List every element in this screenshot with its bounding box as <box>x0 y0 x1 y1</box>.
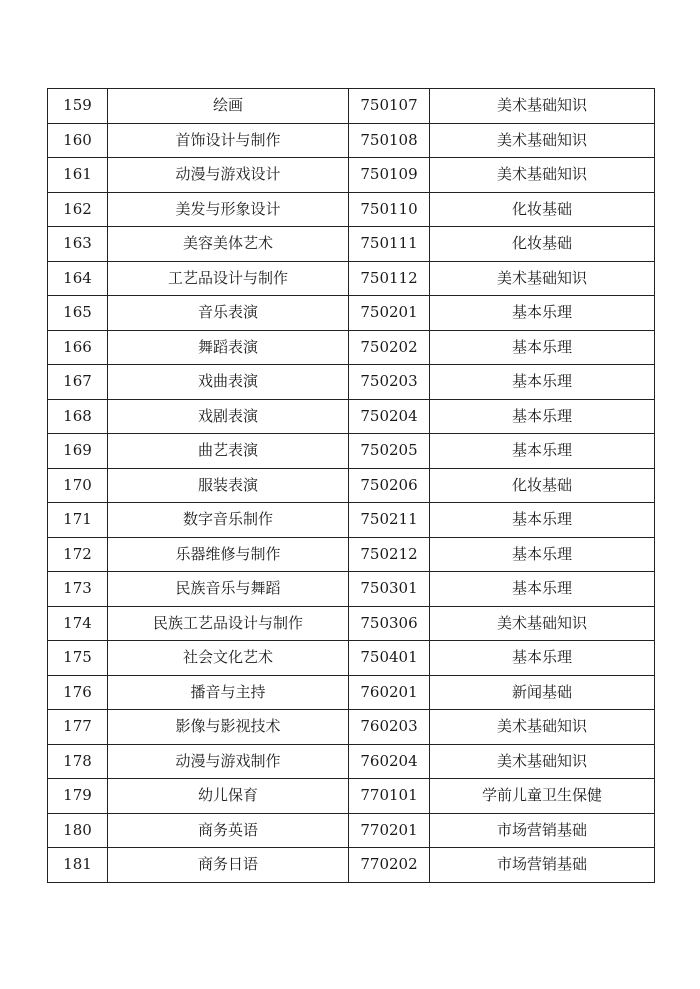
table-row <box>48 365 655 400</box>
table-row <box>48 330 655 365</box>
row-number: 170 <box>48 468 108 503</box>
exam-course: 美术基础知识 <box>430 158 655 193</box>
row-number: 159 <box>48 89 108 124</box>
exam-course: 美术基础知识 <box>430 744 655 779</box>
major-name: 社会文化艺术 <box>108 641 349 676</box>
row-number: 174 <box>48 606 108 641</box>
table-row <box>48 744 655 779</box>
major-name: 舞蹈表演 <box>108 330 349 365</box>
table-row <box>48 710 655 745</box>
exam-course: 基本乐理 <box>430 365 655 400</box>
table-row <box>48 503 655 538</box>
table-row <box>48 192 655 227</box>
major-code: 750109 <box>349 158 430 193</box>
major-code: 750212 <box>349 537 430 572</box>
row-number: 172 <box>48 537 108 572</box>
exam-course: 基本乐理 <box>430 434 655 469</box>
table-row <box>48 813 655 848</box>
table-row <box>48 399 655 434</box>
major-name: 美容美体艺术 <box>108 227 349 262</box>
major-name: 首饰设计与制作 <box>108 123 349 158</box>
exam-course: 市场营销基础 <box>430 813 655 848</box>
row-number: 164 <box>48 261 108 296</box>
table-row <box>48 123 655 158</box>
major-name: 影像与影视技术 <box>108 710 349 745</box>
exam-course: 市场营销基础 <box>430 848 655 883</box>
exam-course: 化妆基础 <box>430 468 655 503</box>
table-row <box>48 675 655 710</box>
major-code: 750110 <box>349 192 430 227</box>
major-code: 750202 <box>349 330 430 365</box>
major-code: 750211 <box>349 503 430 538</box>
major-name: 戏剧表演 <box>108 399 349 434</box>
exam-course: 美术基础知识 <box>430 606 655 641</box>
major-name: 播音与主持 <box>108 675 349 710</box>
table-row <box>48 296 655 331</box>
major-name: 美发与形象设计 <box>108 192 349 227</box>
major-code: 750201 <box>349 296 430 331</box>
row-number: 179 <box>48 779 108 814</box>
table-row <box>48 848 655 883</box>
row-number: 171 <box>48 503 108 538</box>
row-number: 178 <box>48 744 108 779</box>
row-number: 161 <box>48 158 108 193</box>
major-name: 绘画 <box>108 89 349 124</box>
exam-course: 基本乐理 <box>430 572 655 607</box>
major-name: 乐器维修与制作 <box>108 537 349 572</box>
row-number: 165 <box>48 296 108 331</box>
table-row <box>48 606 655 641</box>
major-code: 750206 <box>349 468 430 503</box>
major-code: 760203 <box>349 710 430 745</box>
row-number: 169 <box>48 434 108 469</box>
table-row <box>48 572 655 607</box>
major-code: 750108 <box>349 123 430 158</box>
major-code: 750205 <box>349 434 430 469</box>
table-row <box>48 434 655 469</box>
major-name: 民族音乐与舞蹈 <box>108 572 349 607</box>
major-code: 750203 <box>349 365 430 400</box>
exam-course: 基本乐理 <box>430 399 655 434</box>
table-row <box>48 261 655 296</box>
major-name: 数字音乐制作 <box>108 503 349 538</box>
major-code: 750107 <box>349 89 430 124</box>
major-name: 音乐表演 <box>108 296 349 331</box>
exam-course: 美术基础知识 <box>430 710 655 745</box>
major-code: 750111 <box>349 227 430 262</box>
exam-course: 美术基础知识 <box>430 89 655 124</box>
major-name: 动漫与游戏制作 <box>108 744 349 779</box>
major-name: 服装表演 <box>108 468 349 503</box>
table-row <box>48 779 655 814</box>
major-name: 曲艺表演 <box>108 434 349 469</box>
row-number: 173 <box>48 572 108 607</box>
table-row <box>48 468 655 503</box>
major-code: 750306 <box>349 606 430 641</box>
major-code: 750204 <box>349 399 430 434</box>
major-name: 商务日语 <box>108 848 349 883</box>
major-name: 民族工艺品设计与制作 <box>108 606 349 641</box>
row-number: 168 <box>48 399 108 434</box>
row-number: 162 <box>48 192 108 227</box>
major-code: 750112 <box>349 261 430 296</box>
table-row <box>48 641 655 676</box>
table-row <box>48 537 655 572</box>
major-name: 幼儿保育 <box>108 779 349 814</box>
row-number: 176 <box>48 675 108 710</box>
row-number: 175 <box>48 641 108 676</box>
major-code: 750401 <box>349 641 430 676</box>
row-number: 181 <box>48 848 108 883</box>
exam-course: 化妆基础 <box>430 192 655 227</box>
row-number: 163 <box>48 227 108 262</box>
major-name: 商务英语 <box>108 813 349 848</box>
row-number: 167 <box>48 365 108 400</box>
exam-course: 基本乐理 <box>430 641 655 676</box>
row-number: 180 <box>48 813 108 848</box>
exam-course: 化妆基础 <box>430 227 655 262</box>
exam-course: 美术基础知识 <box>430 261 655 296</box>
table-row <box>48 89 655 124</box>
majors-table <box>47 88 655 883</box>
major-code: 760201 <box>349 675 430 710</box>
exam-course: 基本乐理 <box>430 537 655 572</box>
row-number: 177 <box>48 710 108 745</box>
exam-course: 基本乐理 <box>430 296 655 331</box>
exam-course: 新闻基础 <box>430 675 655 710</box>
major-code: 760204 <box>349 744 430 779</box>
exam-course: 美术基础知识 <box>430 123 655 158</box>
majors-table-body <box>48 89 655 883</box>
major-name: 动漫与游戏设计 <box>108 158 349 193</box>
exam-course: 基本乐理 <box>430 503 655 538</box>
major-name: 工艺品设计与制作 <box>108 261 349 296</box>
exam-course: 学前儿童卫生保健 <box>430 779 655 814</box>
major-code: 750301 <box>349 572 430 607</box>
major-code: 770202 <box>349 848 430 883</box>
row-number: 166 <box>48 330 108 365</box>
major-name: 戏曲表演 <box>108 365 349 400</box>
exam-course: 基本乐理 <box>430 330 655 365</box>
table-row <box>48 158 655 193</box>
row-number: 160 <box>48 123 108 158</box>
major-code: 770201 <box>349 813 430 848</box>
major-code: 770101 <box>349 779 430 814</box>
table-row <box>48 227 655 262</box>
